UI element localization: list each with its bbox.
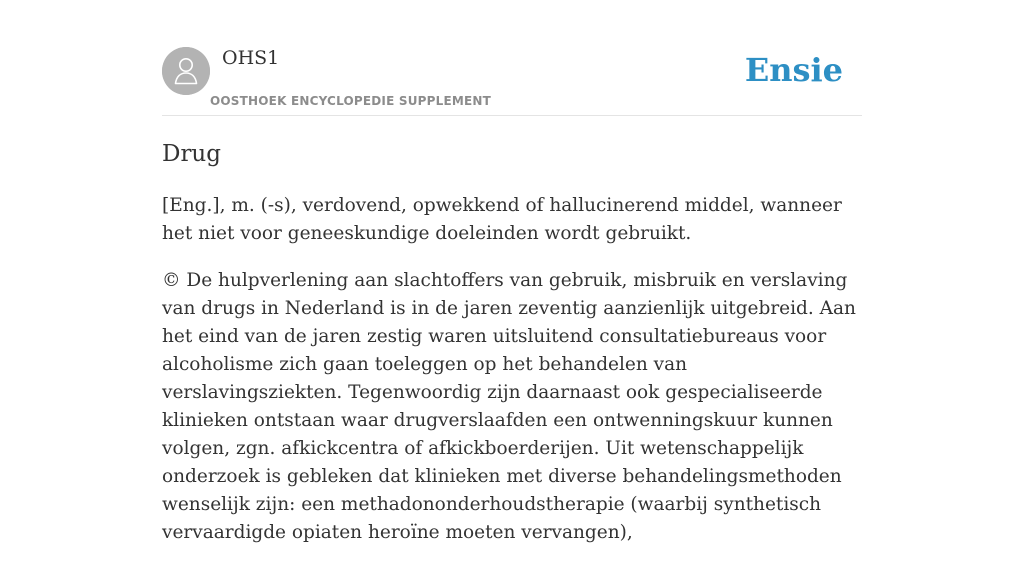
source-avatar[interactable] (162, 47, 210, 95)
article-title: Drug (162, 141, 221, 167)
source-subtitle-link[interactable]: OOSTHOEK ENCYCLOPEDIE SUPPLEMENT (210, 94, 492, 108)
article-paragraph: © De hulpverlening aan slachtoffers van gebruik, misbruik en verslaving van drugs in Nederland is in de jaren zeventig aanzienlijk uitgebreid. Aan het eind van de jaren zestig waren uitsluitend consultatiebureaus voor alcoholisme zich gaan toeleggen op het behandelen van verslavingsziekten. Tegenwoordig zijn daarnaast ook gespecialiseerde klinieken ontstaan waar drugverslaafden een ontwenningskuur kunnen volgen, zgn. afkickcentra of afkickboerderijen. Uit wetenschappelijk onderzoek is gebleken dat klinieken met diverse behandelingsmethoden wenselijk zijn: een methadononderhoudstherapie (waarbij synthetisch vervaardigde opiaten heroïne moeten vervangen), (162, 270, 856, 543)
article-body (162, 192, 862, 566)
source-header (162, 0, 862, 116)
article-paragraph: [Eng.], m. (-s), verdovend, opwekkend of hallucinerend middel, wanneer het niet voor geneeskundige doeleinden wordt gebruikt. (162, 195, 842, 244)
content-container (162, 0, 862, 543)
source-code-link[interactable]: OHS1 (222, 47, 280, 69)
user-placeholder-icon (162, 47, 210, 95)
ensie-logo[interactable]: Ensie (744, 51, 843, 89)
